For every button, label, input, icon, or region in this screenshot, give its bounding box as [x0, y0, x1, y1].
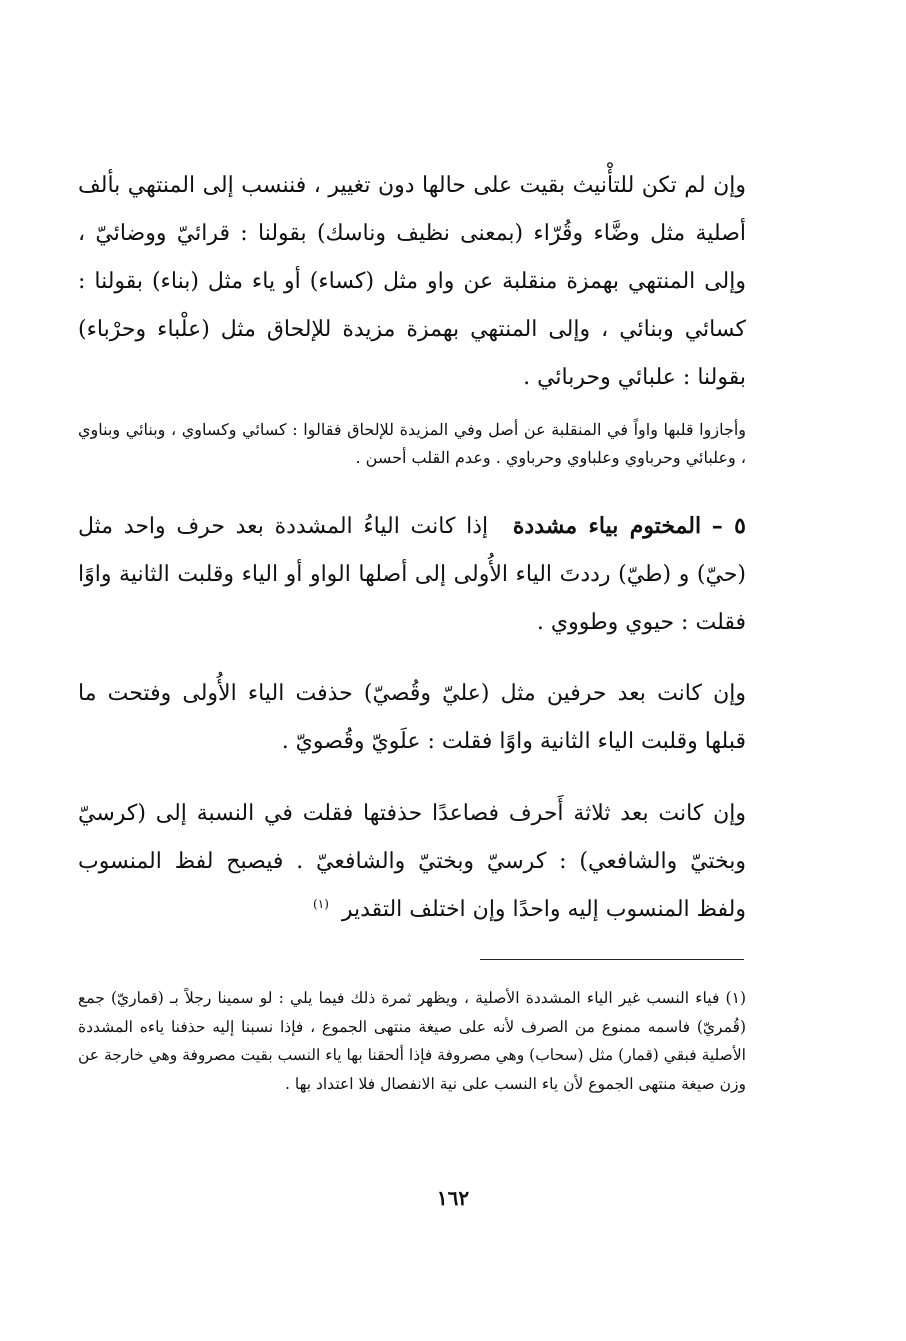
paragraph-two-letters	[78, 670, 746, 766]
paragraph-text: إذا كانت الياءُ المشددة بعد حرف واحد مثل (حيّ) و (طيّ) رددتَ الياء الأُولى إلى أصلها الواو أو الياء وقلبت الثانية واوًا فقلت : حيوي وطووي .	[78, 514, 746, 635]
paragraph-section-5	[78, 502, 746, 647]
page-number: ١٦٢	[436, 1186, 470, 1210]
section-number: ٥ –	[711, 513, 746, 539]
note-paragraph	[78, 416, 746, 472]
paragraph-text: وإن كانت بعد ثلاثة أَحرف فصاعدًا حذفتها فقلت في النسبة إلى (كرسيّ وبختيّ والشافعي) : كرسيّ وبختيّ والشافعيّ . فيصبح لفظ المنسوب ولفظ المنسوب إليه واحدًا وإن اختلف التقدير	[78, 801, 746, 922]
paragraph-text: وإن لم تكن للتأْنيث بقيت على حالها دون تغيير ، فننسب إلى المنتهي بألف أصلية مثل وضَّاء وقُرّاء (بمعنى نظيف وناسك) بقولنا : قرائيّ ووضائيّ ، وإلى المنتهي بهمزة منقلبة عن واو مثل (كساء) أو ياء مثل (بناء) بقولنا : كسائي وبنائي ، وإلى المنتهي بهمزة مزيدة للإلحاق مثل (علْباء وحرْباء) بقولنا : علبائي وحربائي .	[78, 173, 747, 390]
section-heading: المختوم بياء مشددة	[512, 513, 702, 539]
footnote	[78, 984, 746, 1098]
footnote-text: (١) فياء النسب غير الياء المشددة الأصلية ، ويظهر ثمرة ذلك فيما يلي : لو سمينا رجلاً بـ (قماريّ) جمع (قُمريّ) فاسمه ممنوع من الصرف لأنه على صيغة منتهى الجموع ، فإذا نسبنا إليه حذفنا ياءه المشددة الأصلية فبقي (قمار) مثل (سحاب) وهي مصروفة فإذا ألحقنا بها ياء النسب بقيت مصروفة وهي خارجة عن وزن صيغة منتهى الجموع لأن ياء النسب على نية الانفصال فلا اعتداد بها .	[78, 989, 746, 1093]
paragraph-three-letters	[78, 790, 746, 934]
note-text: وأجازوا قلبها واواً في المنقلبة عن أصل وفي المزيدة للإلحاق فقالوا : كسائي وكساوي ، وبنائي وبناوي ، وعلبائي وحرباوي وعلباوي وحرباوي . وعدم القلب أحسن .	[78, 420, 746, 467]
footnote-divider	[480, 959, 744, 960]
paragraph-nisba-alif	[78, 162, 746, 402]
paragraph-text: وإن كانت بعد حرفين مثل (عليّ وقُصيّ) حذفت الياء الأُولى وفتحت ما قبلها وقلبت الياء الثانية واوًا فقلت : علَويّ وقُصويّ .	[78, 681, 747, 754]
footnote-reference: (١)	[313, 896, 329, 911]
